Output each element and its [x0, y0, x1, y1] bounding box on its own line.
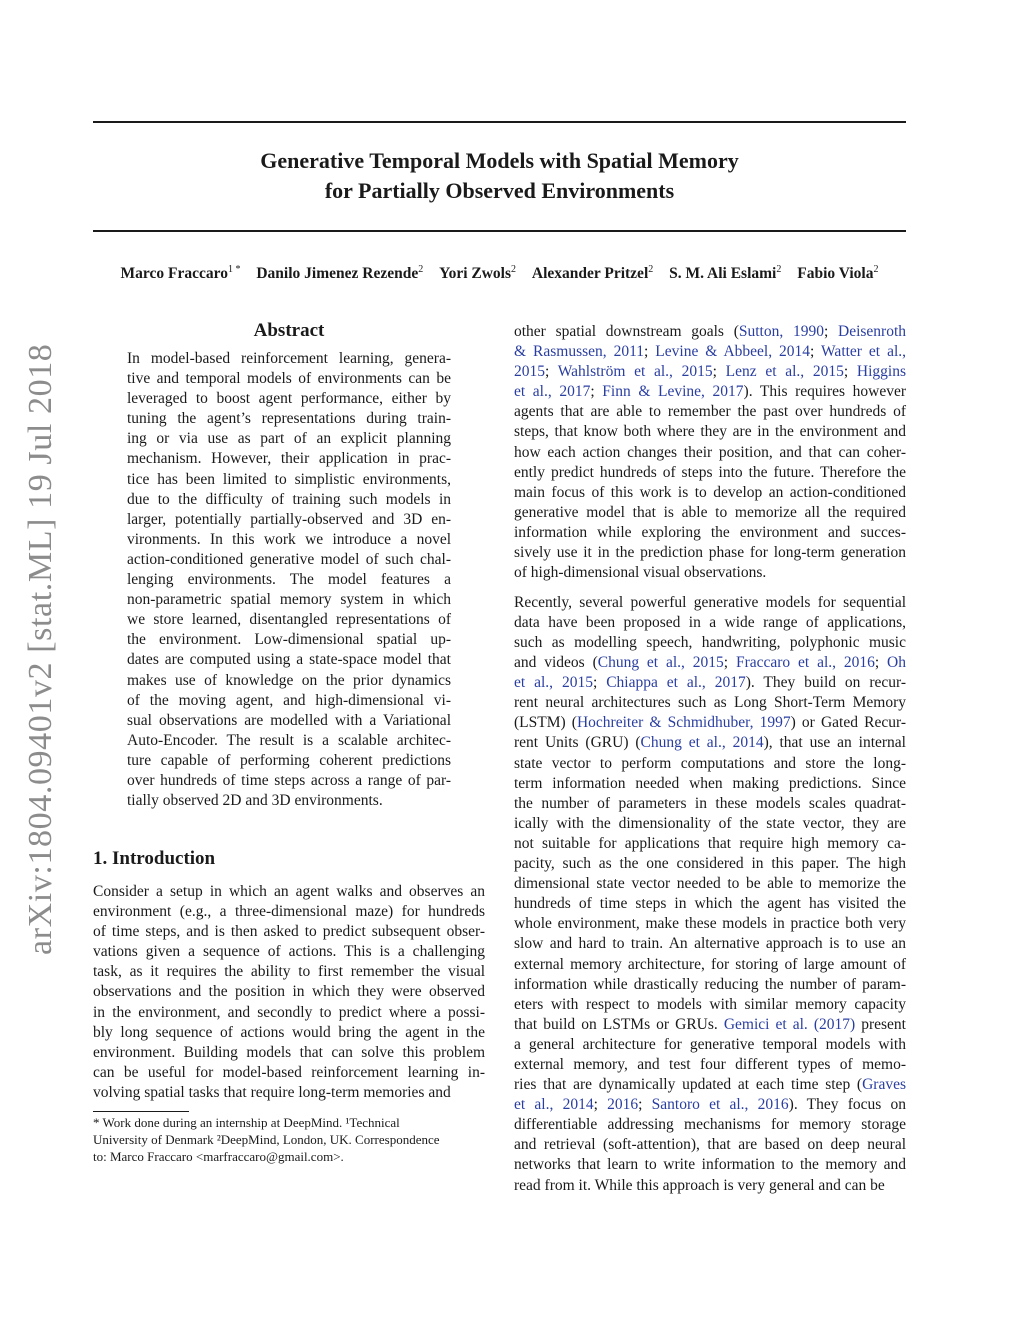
text-segment: dimensional state vector needed to be able to memorize the — [514, 875, 906, 893]
text-line — [514, 322, 906, 342]
author — [439, 265, 516, 282]
text-segment: external memory architecture, for storing of large amount of — [514, 955, 906, 973]
text-line: vations given a sequence of actions. This is a challenging — [93, 943, 485, 961]
text-segment: how each action changes their position, and that can coher- — [514, 443, 906, 461]
author — [121, 265, 241, 282]
text-line — [514, 995, 906, 1015]
text-line: can be useful for model-based reinforcement learning in- — [93, 1063, 485, 1081]
text-line: of time steps, and is then asked to predict subsequent obser- — [93, 923, 485, 941]
text-line — [514, 613, 906, 633]
author — [532, 265, 653, 282]
text-line: larger, potentially partially-observed and 3D en- — [127, 510, 451, 528]
text-line: in the environment, and secondly to predict where a possi- — [93, 1003, 485, 1021]
text-line — [514, 733, 906, 753]
text-segment: steps, that know both where they are in the environment and — [514, 423, 906, 441]
text-line: ing or via use as part of an explicit planning — [127, 430, 451, 448]
section-heading-introduction: 1. Introduction — [93, 848, 216, 869]
text-line — [514, 1176, 906, 1196]
text-line: tuning the agent’s representations during train- — [127, 410, 451, 428]
citation-link[interactable]: Chung et al., 2015 — [597, 654, 724, 672]
text-line — [514, 1095, 906, 1115]
text-line — [514, 463, 906, 483]
text-line: mechanism. However, their application in prac- — [127, 450, 451, 468]
text-line: task, as it requires the ability to first remember the visual — [93, 963, 485, 981]
citation-link[interactable]: Hochreiter & Schmidhuber, 1997 — [576, 714, 791, 732]
text-line — [514, 834, 906, 854]
text-segment: ; — [723, 654, 736, 672]
text-line — [514, 523, 906, 543]
text-line — [514, 794, 906, 814]
text-line — [514, 693, 906, 713]
text-segment: read from it. While this approach is very general and can be — [514, 1176, 885, 1194]
title-rule-top — [93, 121, 906, 123]
text-line — [514, 653, 906, 673]
title-line: Generative Temporal Models with Spatial Memory — [260, 148, 739, 173]
text-line — [514, 975, 906, 995]
citation-link[interactable]: Graves — [862, 1076, 906, 1094]
author — [256, 265, 423, 282]
text-segment: ). They focus on — [788, 1096, 906, 1114]
text-segment: other spatial downstream goals ( — [514, 323, 739, 340]
text-line — [514, 1115, 906, 1135]
paragraph — [514, 593, 906, 1196]
text-line: due to the difficulty of training such models in — [127, 490, 451, 508]
text-line — [514, 543, 906, 563]
text-line — [514, 402, 906, 422]
text-line — [514, 874, 906, 894]
text-segment: information while exploring the environment and succes- — [514, 523, 906, 541]
arxiv-side-stamp: arXiv:1804.09401v2 [stat.ML] 19 Jul 2018 — [22, 343, 59, 955]
text-line — [514, 673, 906, 693]
citation-link[interactable]: Oh — [887, 654, 906, 672]
text-segment: rent neural architectures such as Long Short-Term Memory — [514, 694, 906, 712]
text-line — [514, 713, 906, 733]
citation-link[interactable]: Gemici et al. (2017) — [723, 1015, 856, 1033]
text-line: lenging environments. The model features a — [127, 571, 451, 589]
text-line: tice has been limited to simplistic environments, — [127, 470, 451, 488]
text-segment: and videos ( — [514, 654, 598, 672]
text-segment: ). They build on recur- — [745, 674, 907, 692]
footnote — [93, 1114, 485, 1165]
text-segment: and retrieval (soft-attention), that are based on deep neural — [514, 1136, 906, 1154]
text-line: observations and the position in which they were observed — [93, 983, 485, 1001]
text-line: In model-based reinforcement learning, genera- — [127, 350, 451, 367]
right-column — [514, 322, 906, 1196]
text-segment: ; — [874, 654, 888, 672]
author-affiliation: 2 — [418, 264, 424, 275]
text-line — [514, 633, 906, 653]
text-line — [514, 754, 906, 774]
text-segment: present — [855, 1015, 906, 1033]
text-line: Consider a setup in which an agent walks and observes an — [93, 883, 485, 900]
text-line — [514, 503, 906, 523]
text-segment: state vector to perform computations and store the long- — [514, 754, 906, 772]
author-affiliation: 2 — [873, 264, 879, 275]
text-line: leveraged to boost agent performance, either by — [127, 390, 451, 408]
author-affiliation: 1 * — [227, 264, 241, 275]
introduction-paragraph — [93, 882, 485, 1103]
author-name: Alexander Pritzel — [531, 265, 649, 283]
text-segment: a general architecture for generative temporal models with — [514, 1035, 906, 1053]
text-line: action-conditioned generative model of such chal- — [127, 550, 451, 568]
citation-link[interactable]: Watter et al., — [821, 343, 907, 361]
citation-link[interactable]: Lenz et al., 2015 — [725, 363, 844, 381]
text-segment: ) or Gated Recur- — [790, 714, 906, 732]
citation-link[interactable]: Wahlström et al., 2015 — [557, 363, 713, 381]
author-name: Danilo Jimenez Rezende — [256, 265, 419, 283]
text-line — [514, 814, 906, 834]
author-name: S. M. Ali Eslami — [669, 265, 777, 283]
author-affiliation: 2 — [648, 264, 654, 275]
text-line — [514, 422, 906, 442]
text-segment: ently predict hundreds of steps into the future. Therefore the — [514, 463, 906, 481]
text-line: ture capable of performing coherent predictions — [127, 751, 451, 769]
text-segment: main focus of this work is to develop an action-conditioned — [514, 483, 906, 501]
paragraph — [514, 322, 906, 583]
text-line — [514, 854, 906, 874]
citation-link[interactable]: Fraccaro et al., 2016 — [735, 654, 875, 672]
citation-link[interactable]: 2016 — [607, 1096, 639, 1114]
text-line — [514, 1075, 906, 1095]
text-line: bly long sequence of actions would bring the agent in the — [93, 1023, 485, 1041]
citation-link[interactable]: Chung et al., 2014 — [640, 734, 764, 752]
citation-link[interactable]: et al., 2017 — [514, 383, 591, 401]
text-line — [514, 362, 906, 382]
text-line — [514, 894, 906, 914]
text-segment: ; — [810, 343, 822, 361]
text-segment: term information needed when making predictions. Since — [514, 774, 906, 792]
text-segment: differentiable addressing mechanisms for memory storage — [514, 1116, 906, 1134]
title-rule-bottom — [93, 230, 906, 232]
text-segment: hundreds of time steps in which the agent has visited the — [514, 895, 906, 913]
text-line: vironments. In this work we introduce a novel — [127, 530, 451, 548]
citation-link[interactable]: Higgins — [856, 363, 906, 381]
text-segment: (LSTM) ( — [514, 714, 577, 732]
text-segment: the number of parameters in these models scales quadrat- — [514, 794, 906, 812]
citation-link[interactable]: & Rasmussen, 2011 — [514, 343, 645, 361]
text-segment: such as modelling speech, handwriting, polyphonic music — [514, 634, 906, 651]
text-line — [514, 443, 906, 463]
text-line: we store learned, disentangled representations of — [127, 611, 451, 629]
text-line: to: Marco Fraccaro <marfraccaro@gmail.com>. — [93, 1149, 344, 1164]
text-line — [514, 1135, 906, 1155]
citation-link[interactable]: Finn & Levine, 2017 — [602, 383, 744, 401]
author-name: Marco Fraccaro — [120, 265, 228, 283]
text-segment: not suitable for applications that require high memory ca- — [514, 834, 906, 852]
text-segment: ; — [590, 383, 603, 401]
text-segment: generative model that is able to memorize all the required — [514, 503, 906, 521]
text-segment: ; — [593, 1096, 608, 1114]
text-line: the environment. Low-dimensional spatial up- — [127, 631, 451, 649]
text-segment: ; — [712, 363, 726, 381]
text-line — [514, 593, 906, 613]
text-segment: that build on LSTMs or GRUs. — [514, 1015, 724, 1033]
author — [797, 265, 878, 282]
text-segment: data have been proposed in a wide range of applications, — [514, 613, 906, 631]
text-segment: of high-dimensional visual observations. — [514, 564, 767, 582]
text-segment: networks that learn to write information to the memory and — [514, 1156, 906, 1174]
text-segment: rent Units (GRU) ( — [514, 734, 641, 752]
text-line — [514, 1155, 906, 1175]
text-segment: ; — [823, 323, 838, 340]
author-affiliation: 2 — [776, 264, 782, 275]
text-line: * Work done during an internship at DeepMind. ¹Technical — [93, 1115, 400, 1130]
text-line: makes use of knowledge on the prior dynamics — [127, 671, 451, 689]
text-line: over hundreds of time steps across a range of par- — [127, 771, 451, 789]
abstract-body — [127, 349, 451, 811]
text-segment: pacity, such as the one considered in this paper. The high — [514, 855, 906, 873]
text-segment: ; — [843, 363, 857, 381]
citation-link[interactable]: Sutton, 1990 — [738, 323, 824, 340]
citation-link[interactable]: 2015 — [514, 363, 545, 381]
text-line — [514, 342, 906, 362]
title-line: for Partially Observed Environments — [324, 178, 675, 203]
abstract-heading: Abstract — [253, 320, 325, 341]
text-segment: agents that are able to remember the past over hundreds of — [514, 403, 906, 421]
citation-link[interactable]: et al., 2015 — [514, 674, 593, 692]
citation-link[interactable]: Santoro et al., 2016 — [651, 1096, 789, 1114]
text-line — [514, 955, 906, 975]
text-segment: ; — [644, 343, 656, 361]
text-line: environment. Building models that can solve this problem — [93, 1043, 485, 1061]
text-line: non-parametric spatial memory system in which — [127, 591, 451, 609]
text-line — [514, 382, 906, 402]
text-segment: ; — [592, 674, 607, 692]
citation-link[interactable]: et al., 2014 — [514, 1096, 594, 1114]
text-segment: ries that are dynamically updated at each time step ( — [514, 1076, 863, 1094]
text-line — [514, 563, 906, 583]
text-line — [514, 1035, 906, 1055]
text-line: dates are computed using a state-space model that — [127, 651, 451, 669]
text-segment: ; — [638, 1096, 652, 1114]
author-list — [93, 264, 906, 283]
text-line: environment (e.g., a three-dimensional maze) for hundreds — [93, 903, 485, 921]
citation-link[interactable]: Levine & Abbeel, 2014 — [655, 343, 811, 361]
author-name: Yori Zwols — [439, 265, 512, 283]
paper-title — [93, 146, 906, 206]
text-segment: ically with the dimensionality of the state vector, they are — [514, 814, 906, 832]
footnote-rule — [93, 1111, 189, 1112]
text-line — [514, 914, 906, 934]
text-segment: slow and hard to train. An alternative approach is to use an — [514, 935, 906, 953]
text-line — [514, 774, 906, 794]
paragraph-gap — [514, 583, 906, 593]
author-affiliation: 2 — [511, 264, 517, 275]
text-line — [514, 934, 906, 954]
text-line: tive and temporal models of environments can be — [127, 370, 451, 388]
author-name: Fabio Viola — [797, 265, 874, 283]
text-segment: information while drastically reducing the number of param- — [514, 975, 906, 993]
text-line: tially observed 2D and 3D environments. — [127, 792, 383, 810]
text-line — [514, 1015, 906, 1035]
text-line — [514, 483, 906, 503]
text-line: sual observations are modelled with a Variational — [127, 711, 451, 729]
text-line: of the moving agent, and high-dimensional vi- — [127, 691, 451, 709]
text-segment: ), that use an internal — [763, 734, 906, 752]
author — [669, 265, 781, 282]
citation-link[interactable]: Chiappa et al., 2017 — [606, 674, 746, 692]
text-segment: eters with respect to models with similar memory capacity — [514, 995, 906, 1013]
text-line: University of Denmark ²DeepMind, London, UK. Correspondence — [93, 1132, 440, 1147]
text-segment: sively use it in the prediction phase for long-term generation — [514, 544, 906, 562]
text-segment: external memory, and test four different types of memo- — [514, 1055, 906, 1073]
citation-link[interactable]: Deisenroth — [838, 323, 907, 340]
text-line: Auto-Encoder. The result is a scalable architec- — [127, 731, 451, 749]
text-line — [514, 1055, 906, 1075]
text-segment: whole environment, make these models in practice both very — [514, 915, 906, 933]
text-segment: Recently, several powerful generative models for sequential — [514, 593, 906, 611]
text-segment: ; — [545, 363, 558, 381]
text-line: volving spatial tasks that require long-term memories and — [93, 1083, 451, 1101]
text-segment: ). This requires however — [743, 383, 906, 401]
